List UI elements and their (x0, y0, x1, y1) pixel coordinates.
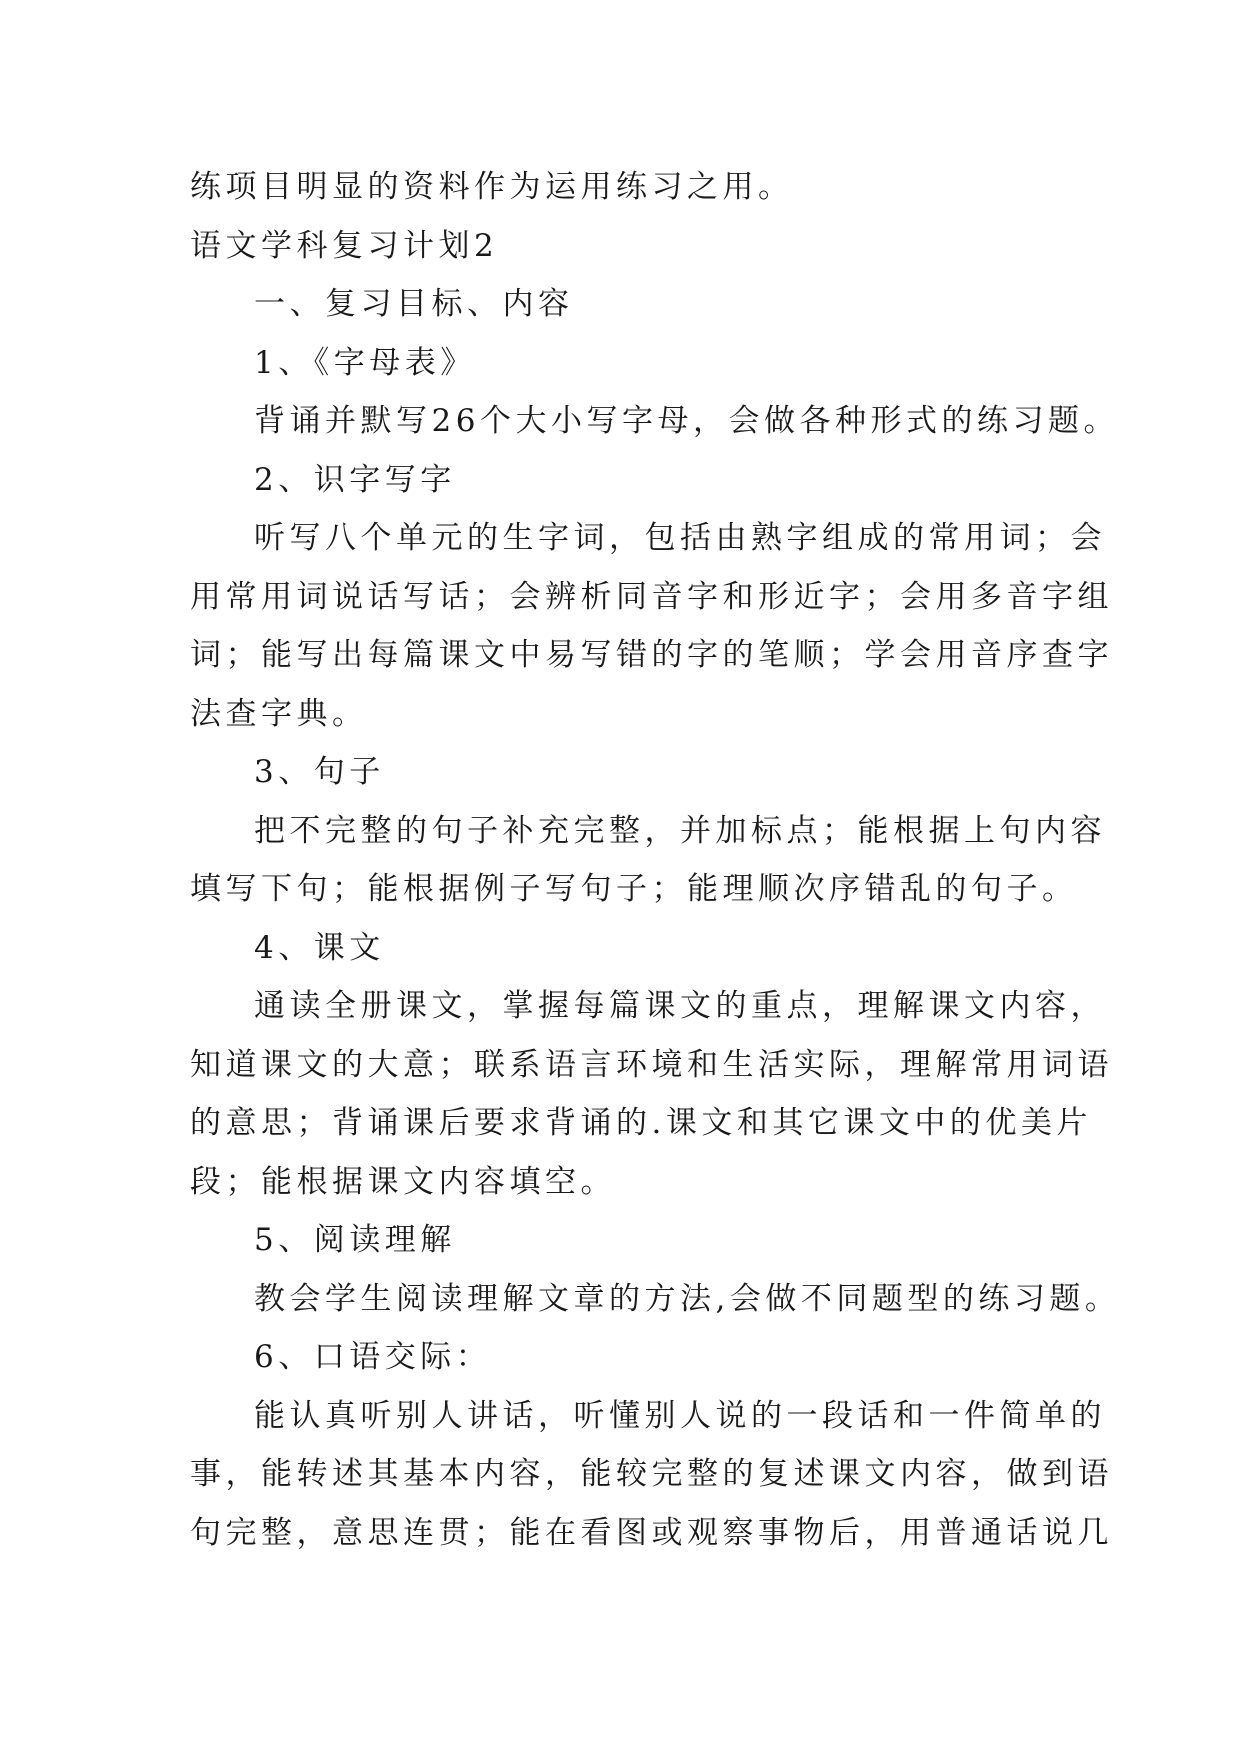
text-line: 把不完整的句子补充完整，并加标点；能根据上句内容 (254, 812, 1106, 849)
text-line: 事，能转述其基本内容，能较完整的复述课文内容，做到语 (190, 1456, 1113, 1492)
item-heading: 4、课文 (254, 929, 385, 966)
text-line: 能认真听别人讲话，听懂别人说的一段话和一件简单的 (254, 1397, 1106, 1434)
section-title: 语文学科复习计划2 (190, 227, 499, 264)
item-heading: 1、《字母表》 (254, 344, 476, 381)
text-line: 段；能根据课文内容填空。 (190, 1163, 616, 1200)
item-heading: 2、识字写字 (254, 461, 456, 498)
text-line: 背诵并默写26个大小写字母，会做各种形式的练习题。 (254, 403, 1119, 439)
text-line: 通读全册课文，掌握每篇课文的重点，理解课文内容， (254, 988, 1106, 1024)
text-line: 用常用词说话写话；会辨析同音字和形近字；会用多音字组 (190, 578, 1113, 615)
item-heading: 3、句子 (254, 754, 385, 790)
document-body (190, 158, 1121, 1562)
text-line: 的意思；背诵课后要求背诵的.课文和其它课文中的优美片 (190, 1105, 1092, 1141)
text-line: 听写八个单元的生字词，包括由熟字组成的常用词；会 (254, 520, 1106, 556)
text-line: 法查字典。 (190, 695, 368, 732)
text-line: 练项目明显的资料作为运用练习之用。 (190, 169, 794, 205)
section-heading: 一、复习目标、内容 (254, 286, 574, 322)
item-heading: 5、阅读理解 (254, 1222, 456, 1258)
text-line: 填写下句；能根据例子写句子；能理顺次序错乱的句子。 (190, 871, 1078, 907)
text-line: 知道课文的大意；联系语言环境和生活实际，理解常用词语 (190, 1046, 1113, 1083)
text-line: 句完整，意思连贯；能在看图或观察事物后，用普通话说几 (190, 1514, 1113, 1551)
text-line: 教会学生阅读理解文章的方法,会做不同题型的练习题。 (254, 1280, 1121, 1317)
item-heading: 6、口语交际： (254, 1339, 492, 1375)
text-line: 词；能写出每篇课文中易写错的字的笔顺；学会用音序查字 (190, 637, 1113, 673)
